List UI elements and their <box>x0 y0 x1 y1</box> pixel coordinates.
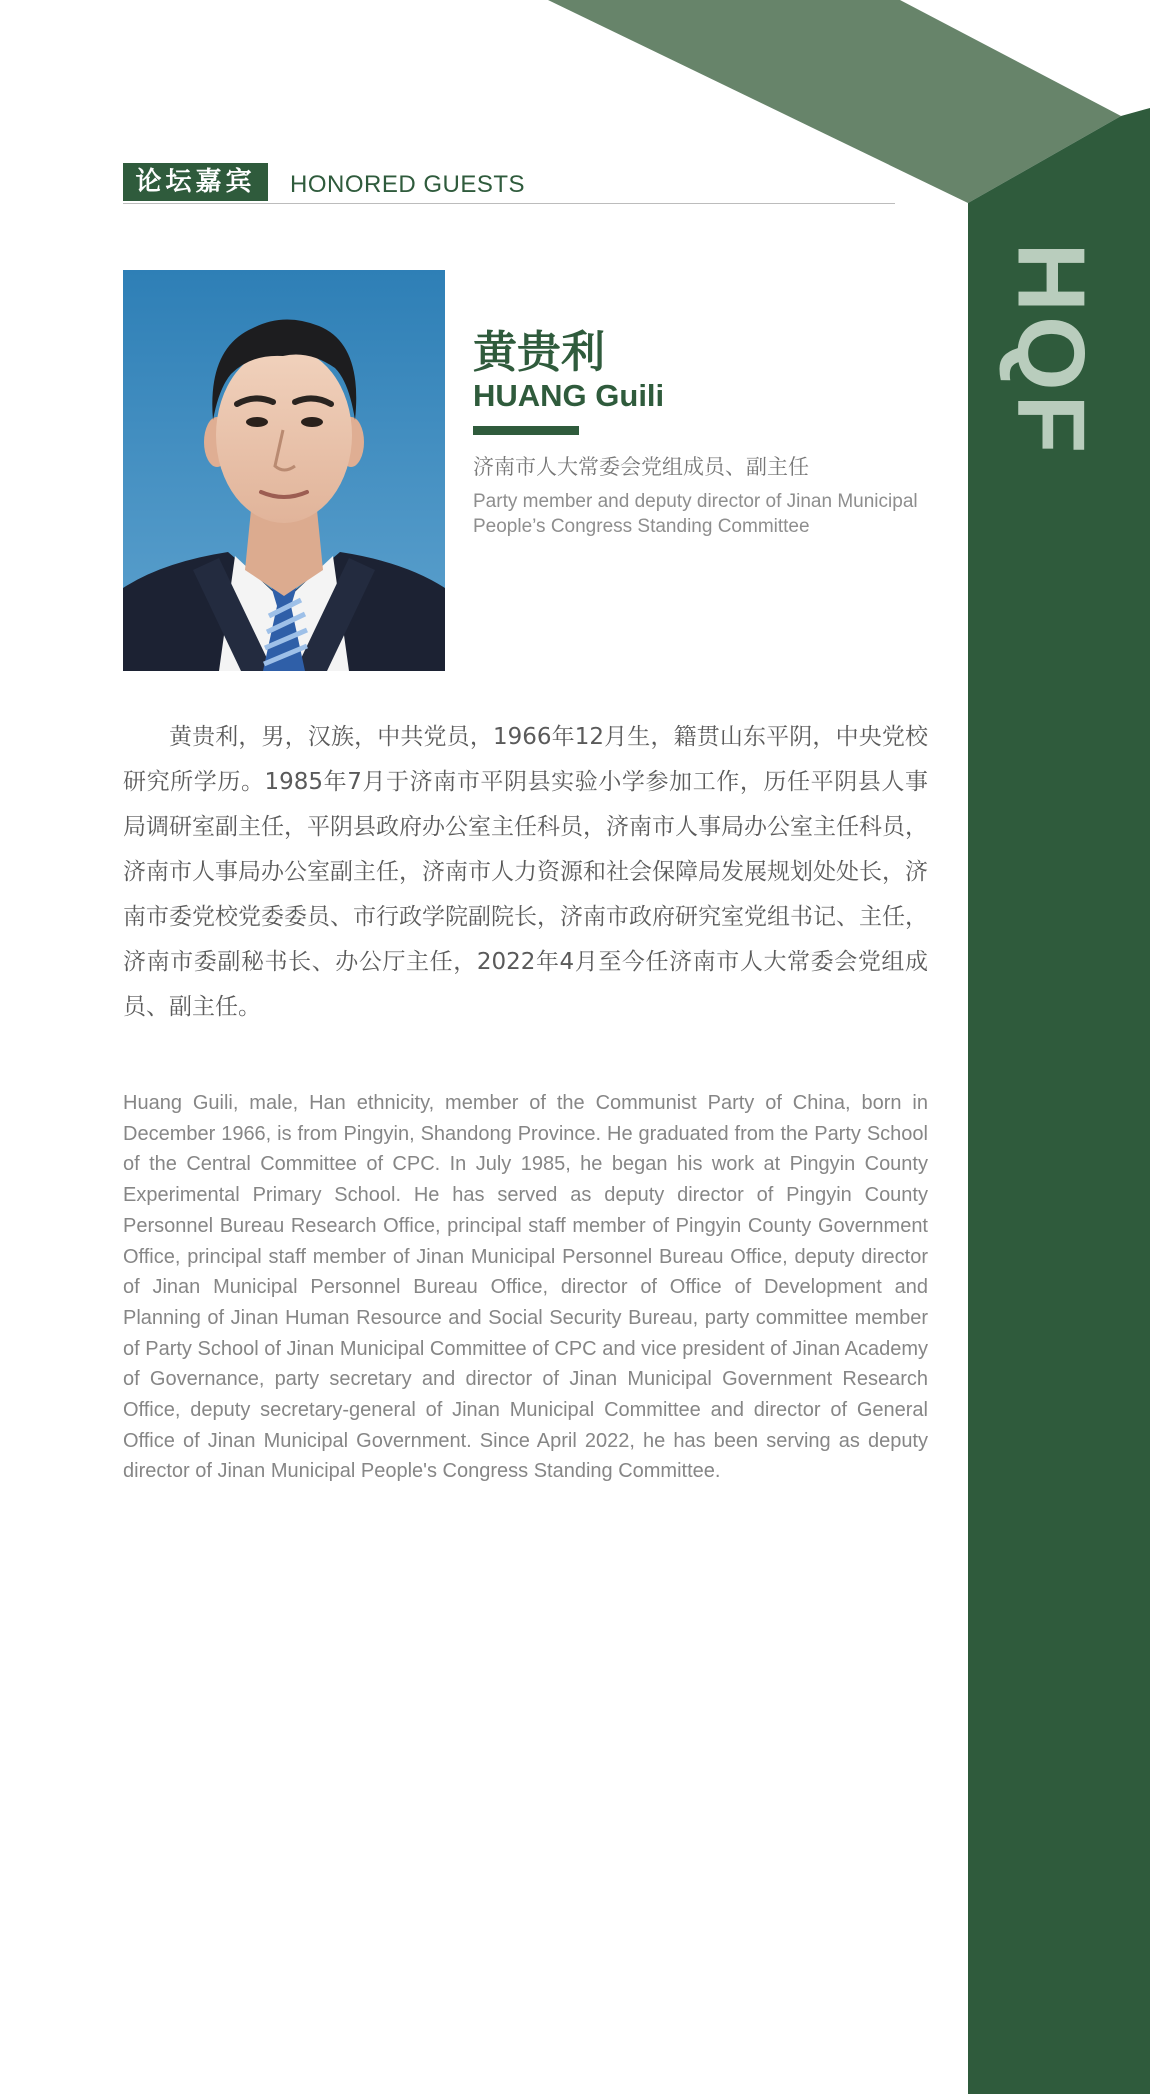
biography-en: Huang Guili, male, Han ethnicity, member of the Communist Party of China, born in December 1966, is from Pingyin, Shandong Province. He graduated from the Party School of the Central Committee of CPC. In July 1985, he began his work at Pingyin County Experimental Primary School. He has served as deputy director of Pingyin County Personnel Bureau Research Office, principal staff member of Pingyin County Government Office, principal staff member of Jinan Municipal Personnel Bureau Office, deputy director of Jinan Municipal Personnel Bureau Office, director of Office of Development and Planning of Jinan Human Resource and Social Security Bureau, party committee member of Party School of Jinan Municipal Committee of CPC and vice president of Jinan Academy of Governance, party secretary and director of Jinan Municipal Government Research Office, deputy secretary-general of Jinan Municipal Committee and director of General Office of Jinan Municipal Government. Since April 2022, he has been serving as deputy director of Jinan Municipal People's Congress Standing Committee. <box>123 1092 928 1483</box>
sidebar-brand <box>997 240 1105 460</box>
section-tag-en: HONORED GUESTS <box>290 171 526 198</box>
portrait-photo <box>123 270 445 671</box>
guest-title-en: Party member and deputy director of Jinan Municipal People’s Congress Standing Committee <box>473 491 918 537</box>
biography-cn: 黄贵利，男，汉族，中共党员，1966年12月生，籍贯山东平阴，中央党校研究所学历。1985年7月于济南市平阴县实验小学参加工作，历任平阴县人事局调研室副主任，平阴县政府办公室主任科员，济南市人事局办公室主任科员，济南市人事局办公室副主任，济南市人力资源和社会保障局发展规划处处长，济南市委党校党委委员、市行政学院副院长，济南市政府研究室党组书记、主任，济南市委副秘书长、办公厅主任，2022年4月至今任济南市人大常委会党组成员、副主任。 <box>123 724 928 1020</box>
brand-text: HQF <box>997 242 1105 458</box>
guest-name-en: HUANG Guili <box>473 378 665 413</box>
guest-name-cn: 黄贵利 <box>473 327 605 378</box>
section-header <box>123 163 895 204</box>
section-tag-cn: 论坛嘉宾 <box>123 163 268 201</box>
guest-title-cn: 济南市人大常委会党组成员、副主任 <box>473 455 809 479</box>
name-underline-bar <box>473 426 579 435</box>
